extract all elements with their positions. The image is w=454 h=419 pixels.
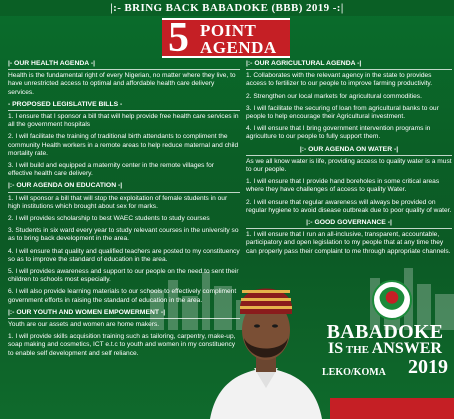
water-title: |:- OUR AGENDA ON WATER -| <box>246 146 452 156</box>
education-item: 1. I will sponsor a bill that will stop the exploitation of female students in our high institutions which brought about sex for marks. <box>8 194 228 210</box>
agriculture-item: 3. I will facilitate the securing of loan from agricultural banks to our people to help encourage their Agricultural investment. <box>246 104 439 121</box>
agriculture-title: |:- OUR AGRICULTURAL AGENDA -| <box>246 60 452 70</box>
water-item: 1. I will ensure that I provide hand boreholes in some critical areas where they have challenges of access to quality Water. <box>246 178 440 194</box>
agriculture-item: 2. Strengthen our local markets for agricultural commodities. <box>246 92 422 100</box>
party-logo-emblem <box>379 287 405 313</box>
candidate-name: BABADOKE <box>326 321 444 343</box>
agenda-number: 5 <box>168 15 189 61</box>
governance-title: |:- GOOD GOVERNANCE -| <box>246 219 452 229</box>
governance-item: 1. I will ensure that I run an all-inclusive, transparent, accountable, participatory and open legislation to my people that at any time they can properly pass their complaint to me through appropriate channels. <box>246 231 451 255</box>
agenda-word-agenda: AGENDA <box>200 38 277 57</box>
education-title: |:- OUR AGENDA ON EDUCATION -| <box>8 182 240 192</box>
youth-item: 1. I will provide skills acquisition training such as tailoring, carpentry, make-up, soap making and cosmetics, ICT e.t.c to youth and women in my constituency to enable self development and self reliance. <box>8 333 236 357</box>
election-year: 2019 <box>408 356 448 378</box>
slogan-answer: ANSWER <box>371 340 442 357</box>
campaign-banner: |:- BRING BACK BABADOKE (BBB) 2019 -:| <box>0 0 454 16</box>
youth-intro: Youth are our assets and women are home makers. <box>8 321 160 329</box>
right-column <box>246 60 452 260</box>
constituency-name: LEKO/KOMA <box>322 367 386 378</box>
education-item: 6. I will also provide learning materials to our schools to effectively compliment government efforts in raising the standard of education in the area. <box>8 288 237 304</box>
party-logo <box>372 280 412 320</box>
education-item: 2. I will provides scholarship to best WAEC students to study courses <box>8 215 210 223</box>
legislative-item: 1. I ensure that I sponsor a bill that will help provide free health care services in all the government hospitals <box>8 113 239 129</box>
slogan-line <box>320 342 450 357</box>
health-title: |- OUR HEALTH AGENDA -| <box>8 60 240 70</box>
education-item: 5. I will provides awareness and support to our people on the need to sent their children to schools most especially. <box>8 268 239 284</box>
water-intro: As we all know water is life, providing access to quality water is a must to our people. <box>246 157 452 174</box>
legislative-item: 3. I will build and equipped a maternity center in the remote villages for effective health care delivery. <box>8 162 214 178</box>
agenda-word-point: POINT <box>200 21 257 40</box>
bottom-red-strip <box>330 398 454 419</box>
candidate-photo <box>206 268 326 419</box>
youth-title: |:- OUR YOUTH AND WOMEN EMPOWERMENT -| <box>8 309 240 319</box>
five-point-agenda-badge <box>162 15 290 61</box>
constituency-line <box>322 356 452 380</box>
slogan-the: THE <box>345 344 369 356</box>
slogan-is: IS <box>328 340 344 357</box>
education-item: 4. I will ensure that quality and qualified teachers are posted to my constituency so as to improve the standard of education in the area. <box>8 247 240 263</box>
education-item: 3. Students in six ward every year to study relevant courses in the university so as to bring back development in the area. <box>8 227 239 243</box>
legislative-title: - PROPOSED LEGISLATIVE BILLS - <box>8 101 240 111</box>
water-item: 2. I will ensure that regular awareness will always be provided on regular hygiene to avoid disease outbreak due to poor quality of water. <box>246 198 452 214</box>
agriculture-item: 4. I will ensure that I bring government intervention programs in agriculture to our people to fully support them. <box>246 125 431 141</box>
legislative-item: 2. I will facilitate the training of traditional birth attendants to compliment the community Health workers in a remote areas to help reduce maternal and child mortality rate. <box>8 133 239 157</box>
agriculture-item: 1. Collaborates with the relevant agency in the state to provides access to fertilizer to our people to improve farming productivity. <box>246 72 433 88</box>
health-intro: Health is the fundamental right of every Nigerian, no matter where they live, to have unrestricted access to optimal and affordable health care delivery services. <box>8 72 236 96</box>
